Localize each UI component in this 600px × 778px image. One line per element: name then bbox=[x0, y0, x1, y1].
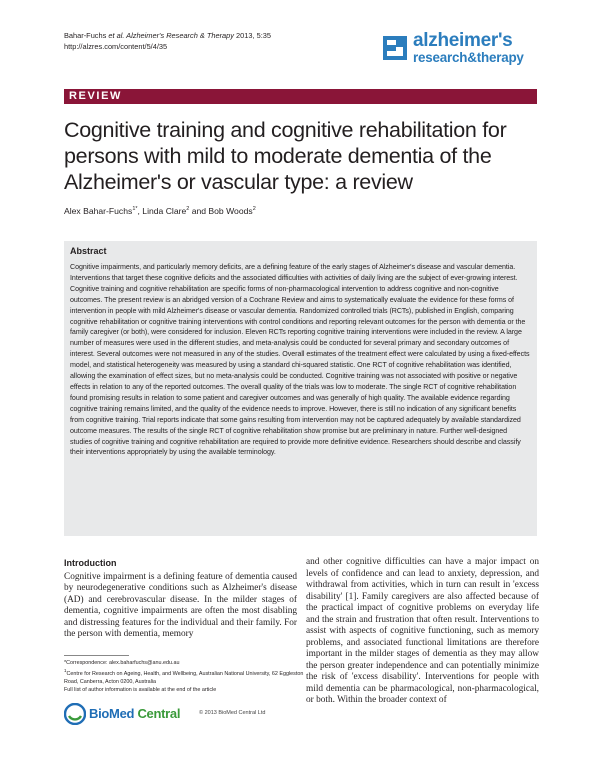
citation-journal: et al. Alzheimer's Research & Therapy bbox=[108, 31, 234, 40]
author-3-affiliation: 2 bbox=[252, 206, 256, 213]
footnotes bbox=[64, 659, 304, 694]
article-title: Cognitive training and cognitive rehabilitation for persons with mild to moderate dementia of the Alzheimer's or vascular type: a review bbox=[64, 118, 507, 194]
author-1[interactable]: Alex Bahar-Fuchs bbox=[64, 206, 133, 216]
introduction-paragraph-left: Cognitive impairment is a defining feature of dementia caused by neurodegenerative conditions such as Alzheimer's disease (AD) and cerebrovascular disease. In the milder stages of dementia, cognitive impairments are often the most disabling and distressing features for the individual and their family. For the person with dementia, memory bbox=[64, 571, 297, 639]
citation-year: 2013, 5:35 bbox=[233, 31, 271, 40]
publisher-logo[interactable] bbox=[64, 703, 184, 727]
affiliation-text: Centre for Research on Ageing, Health, and Wellbeing, Australian National University, 62 Eggleston Road, Canberra, Acton 0200, Australia bbox=[64, 670, 304, 685]
citation-url[interactable]: http://alzres.com/content/5/4/35 bbox=[64, 42, 168, 51]
author-info-note: Full list of author information is available at the end of the article bbox=[64, 686, 217, 693]
section-label-bar bbox=[64, 89, 537, 104]
journal-logo[interactable] bbox=[383, 30, 543, 70]
journal-logo-line-1: alzheimer's bbox=[413, 30, 513, 51]
journal-logo-icon bbox=[383, 36, 407, 60]
introduction-heading: Introduction bbox=[64, 558, 117, 568]
body-column-left bbox=[64, 558, 297, 641]
author-2-affiliation: 2 bbox=[186, 206, 190, 213]
citation-header bbox=[64, 30, 271, 52]
citation-line-1 bbox=[64, 30, 271, 41]
publisher-name-part-1: BioMed bbox=[89, 706, 138, 721]
correspondence-email[interactable]: *Correspondence: alex.baharfuchs@anu.edu.au bbox=[64, 660, 180, 666]
footnote-divider bbox=[64, 655, 129, 656]
section-label: REVIEW bbox=[69, 90, 122, 102]
introduction-paragraph-right: and other cognitive difficulties can have a major impact on levels of confidence and can lead to anxiety, depression, and withdrawal from activities, which in turn can result in 'excess disability' [1]. Family caregivers are also affected because of the practical impact of cognitive problems on everyday life and the strain and frustration that often result. Interventions to assist with aspects of cognitive functioning, such as memory problems, and associated functional limitations are therefore important in the milder stages of dementia as they may allow the person greater independence and can potentially minimize the risk of 'excess disability'. Interventions for people with mild dementia can be pharmacological, non-pharmacological, or both. Within the broader context of bbox=[306, 557, 539, 705]
author-3[interactable]: and Bob Woods bbox=[189, 206, 253, 216]
author-2[interactable]: , Linda Clare bbox=[137, 206, 187, 216]
publisher-name bbox=[89, 706, 180, 721]
author-list bbox=[64, 206, 256, 216]
affiliation-note bbox=[64, 667, 304, 686]
publisher-name-part-2: Central bbox=[137, 706, 181, 721]
affiliation-number: 1 bbox=[64, 668, 67, 673]
abstract-box bbox=[64, 241, 537, 536]
author-1-affiliation: 1* bbox=[132, 206, 138, 213]
abstract-heading: Abstract bbox=[70, 246, 107, 256]
citation-authors: Bahar-Fuchs bbox=[64, 31, 109, 40]
abstract-text: Cognitive impairments, and particularly memory deficits, are a defining feature of the early stages of Alzheimer's disease and vascular dementia. Interventions that target these cognitive deficits and the associated difficulties with activities of daily living are the subject of ever-growing interest. Cognitive training and cognitive rehabilitation are specific forms of non-pharmacological intervention to address cognitive and non-cognitive outcomes. The present review is an abridged version of a Cochrane Review and aims to systematically evaluate the evidence for these forms of intervention in people with mild Alzheimer's disease or vascular dementia. Randomized controlled trials (RCTs), published in English, comparing cognitive rehabilitation or cognitive training interventions with control conditions and reporting relevant outcomes for the person with dementia or the family caregiver (or both), were considered for inclusion. Eleven RCTs reporting cognitive training interventions were included in the review. A large number of measures were used in the different studies, and meta-analysis could be conducted for several primary and secondary outcomes of interest. Several outcomes were not measured in any of the studies. Overall estimates of the treatment effect were calculated by using a fixed-effects model, and statistical heterogeneity was measured by using a standard chi-squared statistic. One RCT of cognitive rehabilitation was identified, allowing the examination of effect sizes, but no meta-analysis could be conducted. Cognitive training was not associated with positive or negative effects in relation to any of the reported outcomes. The overall quality of the trials was low to moderate. The single RCT of cognitive rehabilitation found promising results in relation to some patient and caregiver outcomes and was generally of high quality. The available evidence regarding cognitive training remains limited, and the quality of the evidence needs to improve. However, there is still no indication of any significant benefits from cognitive training. Trial reports indicate that some gains resulting from intervention may not be captured adequately by available standardized outcome measures. The results of the single RCT of cognitive rehabilitation show promise but are preliminary in nature. Further well-designed studies of cognitive training and cognitive rehabilitation are required to provide more definitive evidence. Researchers should describe and classify their interventions appropriately by using the available terminology. bbox=[70, 263, 530, 457]
biomed-central-icon bbox=[64, 703, 86, 725]
copyright-notice: © 2013 BioMed Central Ltd bbox=[199, 710, 266, 716]
body-column-right bbox=[306, 557, 539, 707]
journal-logo-line-2: research&therapy bbox=[413, 50, 524, 65]
